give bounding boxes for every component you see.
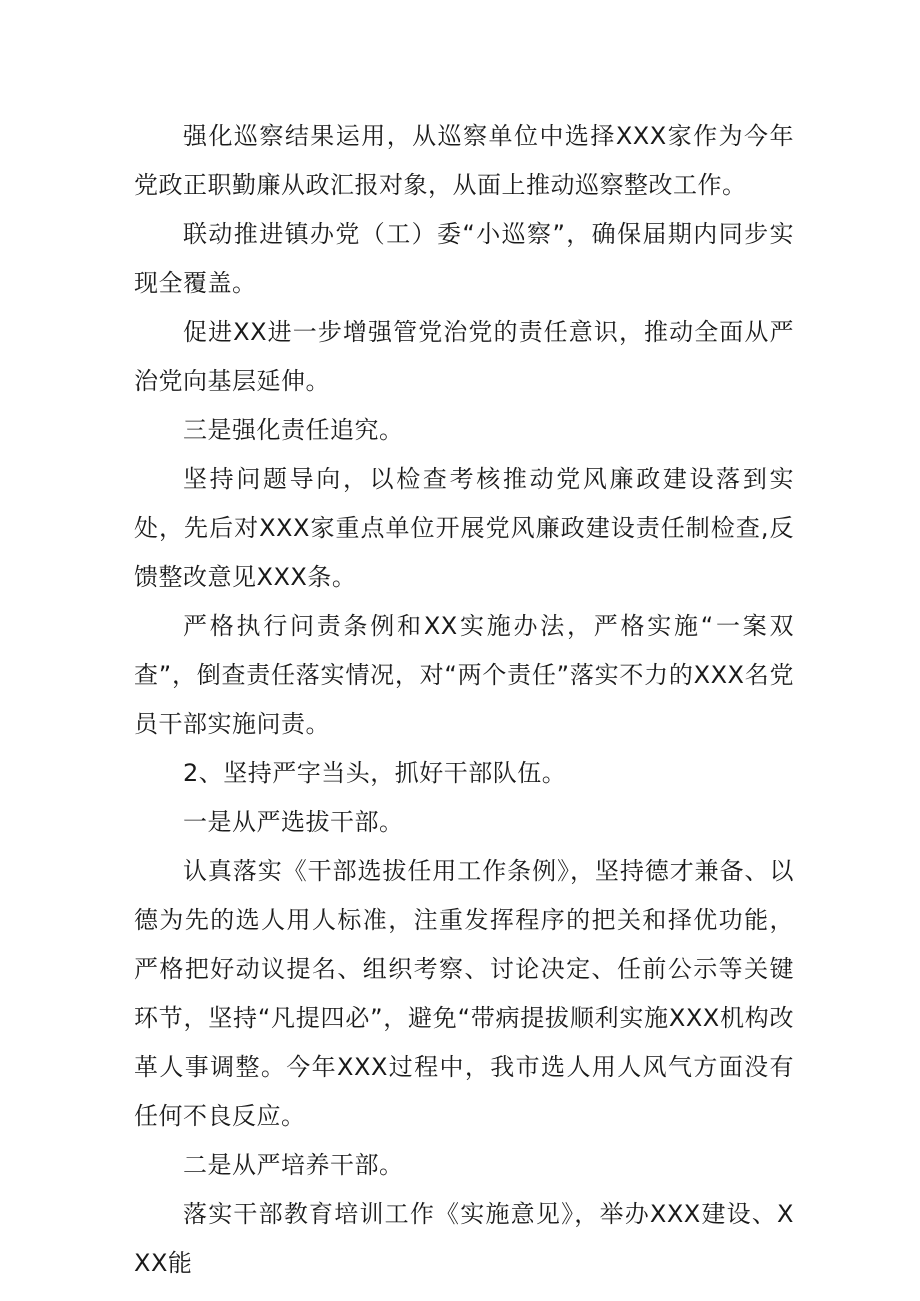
paragraph-7-heading: 2、坚持严字当头，抓好干部队伍。 (183, 759, 567, 787)
paragraph-1: 强化巡察结果运用，从巡察单位中选择XXX家作为今年党政正职勤廉从政汇报对象，从面上推动巡察整改工作。 (134, 122, 794, 199)
paragraph-4-heading: 三是强化责任追究。 (183, 416, 404, 444)
document-body (134, 112, 794, 1288)
paragraph-5: 坚持问题导向，以检查考核推动党风廉政建设落到实处，先后对XXX家重点单位开展党风廉政建设责任制检查,反馈整改意见XXX条。 (134, 465, 794, 591)
paragraph-8-heading: 一是从严选拔干部。 (183, 808, 404, 836)
paragraph-9: 认真落实《干部选拔任用工作条例》，坚持德才兼备、以德为先的选人用人标准，注重发挥程序的把关和择优功能，严格把好动议提名、组织考察、讨论决定、任前公示等关键环节，坚持“凡提四必”，避免“带病提拔顺利实施XXX机构改革人事调整。今年XXX过程中，我市选人用人风气方面没有任何不良反应。 (134, 857, 794, 1130)
paragraph-11: 落实干部教育培训工作《实施意见》，举办XXX建设、XXX能 (134, 1200, 794, 1277)
paragraph-10-heading: 二是从严培养干部。 (183, 1151, 404, 1179)
paragraph-6: 严格执行问责条例和XX实施办法，严格实施“一案双查”，倒查责任落实情况，对“两个责任”落实不力的XXX名党员干部实施问责。 (134, 612, 794, 738)
paragraph-3: 促进XX进一步增强管党治党的责任意识，推动全面从严治党向基层延伸。 (134, 318, 794, 395)
paragraph-2: 联动推进镇办党（工）委“小巡察”，确保届期内同步实现全覆盖。 (134, 220, 794, 297)
